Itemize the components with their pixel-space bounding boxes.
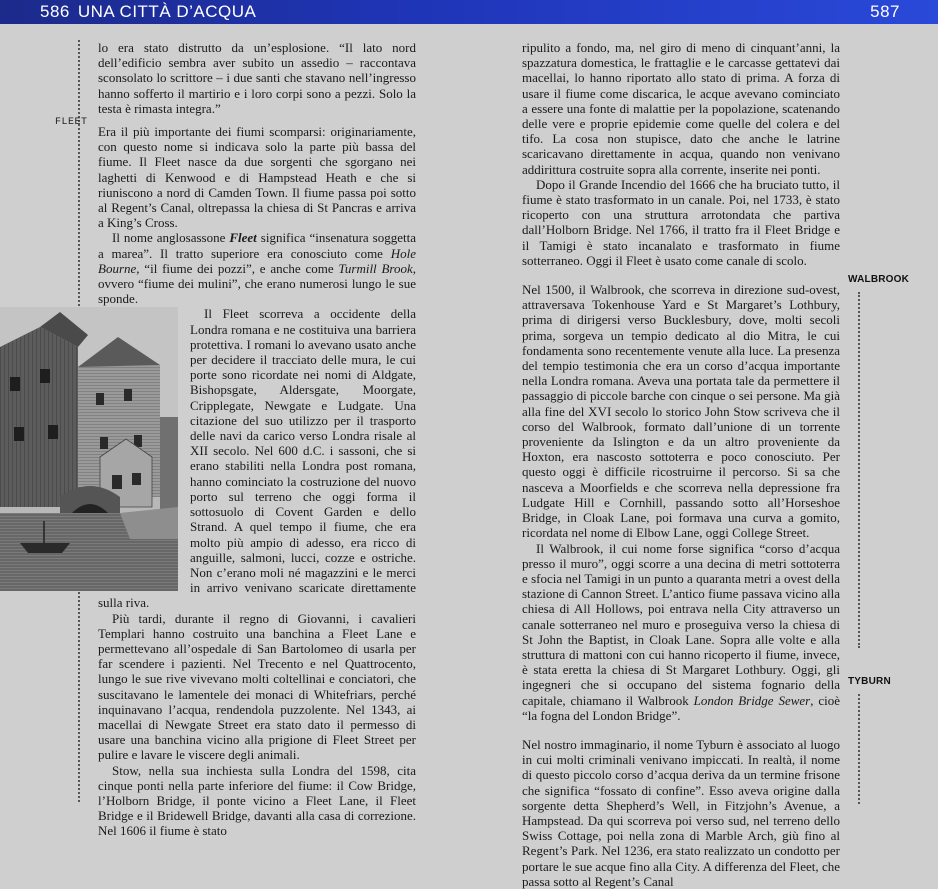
term-london-bridge-sewer: London Bridge Sewer [693,692,811,708]
right-margin-rule-tyburn [858,694,860,804]
right-margin-rule-walbrook [858,292,860,648]
engraving-illustration [0,307,178,591]
margin-label-tyburn: TYBURN [848,676,891,687]
paragraph-fleet-roman: Il Fleet scorreva a occidente della Londra romana e ne costituiva una barriera protettiva. I romani lo avevano usato anche per decidere il tracciato delle mura, le cui porte sono ricordate nei nomi di Aldgate, Bishopsgate, Aldersgate, Moorgate, Cripplegate, Newgate e Ludgate. Una citazione del suo utilizzo per il trasporto delle navi da carico verso Londra risale al XII secolo. Nel 600 d.C. i sassoni, che si erano stabiliti nella Londra post romana, hanno cominciato la costruzione del nuovo porto sul terreno che oggi forma il sottosuolo di Covent Garden e dello Strand. A quel tempo il fiume, che era molto più ampio di adesso, era ricco di anguille, salmoni, lucci, cozze e ostriche. Non c’erano moli né magazzini e le merci in arrivo venivano scaricate direttamente sulla riva. [98,306,416,611]
left-page-number: 586 [40,2,70,21]
paragraph: lo era stato distrutto da un’esplosione. “Il lato nord dell’edificio sembra aver subito un assedio – raccontava sconsolato lo scrittore – i due santi che stavano nell’ingresso hanno sofferto il martirio e i loro corpi sono a pezzi. Solo la testa è rimasta integra.” [98,40,416,116]
paragraph-fleet-intro: Era il più importante dei fiumi scomparsi: originariamente, con questo nome si indicava solo la parte più bassa del fiume. Il Fleet nasce da due sorgenti che sgorgano nei laghetti di Kenwood e di Hampstead Heath e che si riuniscono a nord di Camden Town. Il fiume passa poi sotto al Regent’s Canal, oltrepassa la chiesa di St Pancras e arriva a King’s Cross. [98,124,416,231]
paragraph-walbrook-intro: Nel 1500, il Walbrook, che scorreva in direzione sud-ovest, attraversava Tokenhouse Yard e St Margaret’s Lothbury, prima di dirigersi verso Bucklesbury, dove, molti secoli prima, sorgeva un tempio dedicato al dio Mitra, le cui fondamenta sono recentemente venute alla luce. La presenza del tempio testimonia che era un corso d’acqua importante nella Londra romana. Aveva una portata tale da permettere il passaggio di piccole barche con cinque o sei persone. Ma già alla fine del XVI secolo lo storico John Stow scriveva che il corso del Walbrook, formato dall’unione di un torrente proveniente da Islington e da un altro proveniente da Hoxton, era nascosto sottoterra e poco conosciuto. Per questo oggi è difficile ricostruirne il percorso. Si sa che nasceva a Moorfields e che scorreva nella depressione fra Ludgate Hill e Cornhill, passando sotto all’Horseshoe Bridge, in Cloak Lane, poi formava una curva a gomito, ricordata nel nome di Elbow Lane, oggi College Street. [522,282,840,541]
header-left [40,0,256,24]
left-page-column [98,40,416,839]
term-hole-bourne: Hole Bourne [98,245,416,276]
fleet-river-engraving-image [0,307,178,591]
chapter-title: UNA CITTÀ D’ACQUA [77,2,257,21]
paragraph-fleet-name: Il nome anglosassone Fleet significa “insenatura soggetta a marea”. Il tratto superiore era conosciuto come Hole Bourne, “il fiume dei pozzi”, e anche come Turmill Brook, ovvero “fiume dei mulini”, che erano numerosi lungo le sue sponde. [98,230,417,307]
paragraph-fleet-templari: Più tardi, durante il regno di Giovanni, i cavalieri Templari hanno costruito una banchina a Fleet Lane e permettevano all’ospedale di San Bartolomeo di usarla per far scendere i pazienti. Nel Trecento e nel Quattrocento, lungo le sue rive vivevano molti coltellinai e conciatori, che suscitavano le lamentele dei monaci di Whitefriars, perché inquinavano l’acqua, rendendola puzzolente. Nel 1343, ai macellai di Newgate Street era stato dato il permesso di usare una banchina vicino alla prigione di Fleet Street per pulire e lavare le viscere degli animali. [98,610,416,763]
term-fleet: Fleet [229,230,257,246]
term-turmill-brook: Turmill Brook [338,260,413,276]
margin-label-fleet: FLEET [55,117,88,128]
paragraph-fleet-canal: Dopo il Grande Incendio del 1666 che ha bruciato tutto, il fiume è stato trasformato in un canale. Poi, nel 1733, è stato ricoperto con una struttura arrotondata che partiva dall’Holborn Bridge. Nel 1766, il tratto fra il Fleet Bridge e il Tamigi è stato incanalato e trasformato in fiume sotterraneo. Oggi il Fleet è usato come canale di scolo. [522,176,840,268]
paragraph-tyburn-intro: Nel nostro immaginario, il nome Tyburn è associato al luogo in cui molti criminali venivano impiccati. In realtà, il nome di questo piccolo corso d’acqua deriva da un termine frisone che significa “fossato di confine”. Esso aveva origine dalla sorgente detta Shepherd’s Well, in Fitzjohn’s Avenue, a Hampstead. Da qui scorreva poi verso sud, nel terreno dello Swiss Cottage, poi nella zona di Marble Arch, giù fino al Regent’s Park. Nel 1236, era stato realizzato un condotto per portare le sue acque fino alla City. A differenza del Fleet, che passa sotto al Regent’s Canal [522,736,840,889]
paragraph: ripulito a fondo, ma, nel giro di meno di cinquant’anni, la spazzatura domestica, le frattaglie e le carcasse gettatevi dai macellai, lo hanno riportato allo stato di prima. A forza di usare il fiume come discarica, le acque avevano cominciato a essere una fonte di malattie per la popolazione, scatenando delle vere e proprie epidemie come quelle del colera e del tifo. La cosa non stupisce, dato che anche le latrine scaricavano direttamente in acqua, quando non venivano addirittura costruite sopra alla corrente, inserite nei ponti. [522,40,840,177]
running-header [0,0,938,24]
paragraph-walbrook-today: Il Walbrook, il cui nome forse significa “corso d’acqua presso il muro”, oggi scorre a una decina di metri sottoterra e sfocia nel Tamigi in un punto a quaranta metri a ovest della stazione di Cannon Street. L’antico fiume passava vicino alla chiesa di All Hollows, poi entrava nella City attraverso un canale sotterraneo nel muro e proseguiva verso la chiesa di St John the Baptist, in Cloak Lane. Sopra alle volte e alla struttura di mattoni con cui hanno ricoperto il fiume, invece, è stata eretta la chiesa di St Margaret Lothbury. Oggi, gli ingegneri che si occupano del sistema fognario della capitale, chiamano il Walbrook London Bridge Sewer, cioè “la fogna del London Bridge”. [522,540,840,723]
right-page-column [522,40,840,889]
paragraph-fleet-stow: Stow, nella sua inchiesta sulla Londra del 1598, cita cinque ponti nella parte inferiore del fiume: il Cow Bridge, l’Holborn Bridge, il ponte vicino a Fleet Lane, il Fleet Bridge e il Bridewell Bridge, davanti alla casa di correzione. Nel 1606 il fiume è stato [98,762,416,839]
right-page-number: 587 [870,2,900,21]
margin-label-walbrook: WALBROOK [848,274,910,285]
